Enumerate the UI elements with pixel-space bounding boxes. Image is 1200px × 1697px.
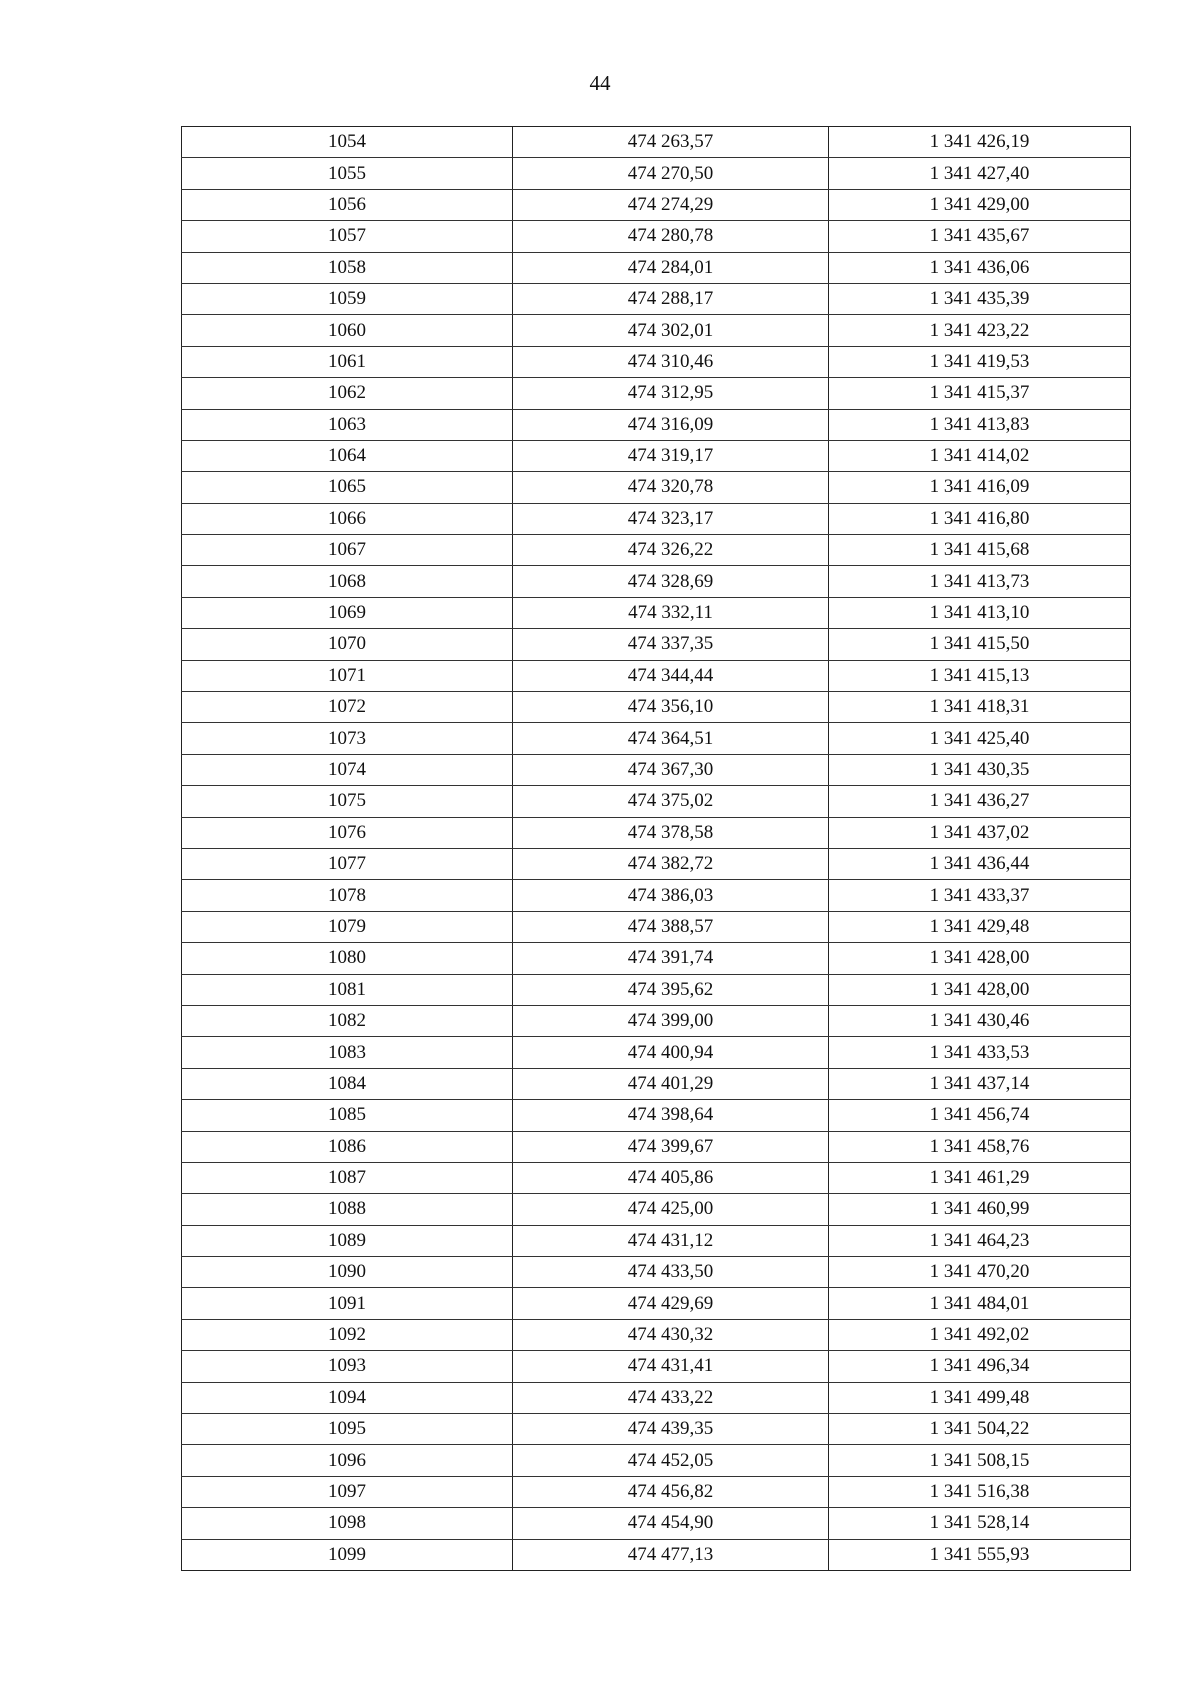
- point-number-cell: 1094: [182, 1382, 513, 1413]
- page-number: 44: [589, 71, 611, 95]
- point-number-cell: 1090: [182, 1257, 513, 1288]
- y-coordinate-cell: 1 341 425,40: [829, 723, 1131, 754]
- table-row: [182, 974, 1131, 1005]
- x-coordinate-cell: 474 263,57: [513, 127, 829, 158]
- x-coordinate-cell: 474 274,29: [513, 189, 829, 220]
- y-coordinate-cell: 1 341 416,09: [829, 472, 1131, 503]
- x-coordinate-cell: 474 375,02: [513, 786, 829, 817]
- point-number-cell: 1092: [182, 1319, 513, 1350]
- point-number-cell: 1081: [182, 974, 513, 1005]
- point-number-cell: 1073: [182, 723, 513, 754]
- y-coordinate-cell: 1 341 430,46: [829, 1005, 1131, 1036]
- y-coordinate-cell: 1 341 427,40: [829, 158, 1131, 189]
- y-coordinate-cell: 1 341 415,13: [829, 660, 1131, 691]
- y-coordinate-cell: 1 341 416,80: [829, 503, 1131, 534]
- table-row: [182, 127, 1131, 158]
- y-coordinate-cell: 1 341 413,10: [829, 597, 1131, 628]
- y-coordinate-cell: 1 341 464,23: [829, 1225, 1131, 1256]
- point-number-cell: 1099: [182, 1539, 513, 1570]
- table-row: [182, 880, 1131, 911]
- x-coordinate-cell: 474 323,17: [513, 503, 829, 534]
- table-row: [182, 1100, 1131, 1131]
- point-number-cell: 1064: [182, 440, 513, 471]
- point-number-cell: 1065: [182, 472, 513, 503]
- point-number-cell: 1075: [182, 786, 513, 817]
- table-row: [182, 911, 1131, 942]
- table-row: [182, 1288, 1131, 1319]
- table-row: [182, 723, 1131, 754]
- point-number-cell: 1093: [182, 1351, 513, 1382]
- y-coordinate-cell: 1 341 496,34: [829, 1351, 1131, 1382]
- x-coordinate-cell: 474 316,09: [513, 409, 829, 440]
- table-row: [182, 1225, 1131, 1256]
- x-coordinate-cell: 474 378,58: [513, 817, 829, 848]
- table-row: [182, 1068, 1131, 1099]
- x-coordinate-cell: 474 388,57: [513, 911, 829, 942]
- y-coordinate-cell: 1 341 555,93: [829, 1539, 1131, 1570]
- table-row: [182, 1005, 1131, 1036]
- y-coordinate-cell: 1 341 414,02: [829, 440, 1131, 471]
- point-number-cell: 1059: [182, 283, 513, 314]
- point-number-cell: 1067: [182, 535, 513, 566]
- point-number-cell: 1098: [182, 1508, 513, 1539]
- x-coordinate-cell: 474 284,01: [513, 252, 829, 283]
- y-coordinate-cell: 1 341 504,22: [829, 1414, 1131, 1445]
- point-number-cell: 1054: [182, 127, 513, 158]
- x-coordinate-cell: 474 288,17: [513, 283, 829, 314]
- x-coordinate-cell: 474 431,12: [513, 1225, 829, 1256]
- coordinates-table: [181, 126, 1131, 1571]
- table-row: [182, 1319, 1131, 1350]
- table-row: [182, 1131, 1131, 1162]
- point-number-cell: 1071: [182, 660, 513, 691]
- point-number-cell: 1066: [182, 503, 513, 534]
- x-coordinate-cell: 474 401,29: [513, 1068, 829, 1099]
- table-row: [182, 1037, 1131, 1068]
- table-row: [182, 1351, 1131, 1382]
- x-coordinate-cell: 474 280,78: [513, 221, 829, 252]
- table-row: [182, 378, 1131, 409]
- point-number-cell: 1076: [182, 817, 513, 848]
- x-coordinate-cell: 474 433,50: [513, 1257, 829, 1288]
- table-row: [182, 1539, 1131, 1570]
- point-number-cell: 1070: [182, 629, 513, 660]
- table-row: [182, 252, 1131, 283]
- y-coordinate-cell: 1 341 423,22: [829, 315, 1131, 346]
- point-number-cell: 1056: [182, 189, 513, 220]
- y-coordinate-cell: 1 341 436,44: [829, 848, 1131, 879]
- y-coordinate-cell: 1 341 429,48: [829, 911, 1131, 942]
- table-row: [182, 848, 1131, 879]
- point-number-cell: 1087: [182, 1162, 513, 1193]
- point-number-cell: 1084: [182, 1068, 513, 1099]
- y-coordinate-cell: 1 341 419,53: [829, 346, 1131, 377]
- point-number-cell: 1055: [182, 158, 513, 189]
- y-coordinate-cell: 1 341 428,00: [829, 974, 1131, 1005]
- y-coordinate-cell: 1 341 456,74: [829, 1100, 1131, 1131]
- point-number-cell: 1085: [182, 1100, 513, 1131]
- table-row: [182, 158, 1131, 189]
- x-coordinate-cell: 474 399,67: [513, 1131, 829, 1162]
- y-coordinate-cell: 1 341 435,39: [829, 283, 1131, 314]
- table-row: [182, 660, 1131, 691]
- point-number-cell: 1058: [182, 252, 513, 283]
- point-number-cell: 1062: [182, 378, 513, 409]
- x-coordinate-cell: 474 425,00: [513, 1194, 829, 1225]
- x-coordinate-cell: 474 312,95: [513, 378, 829, 409]
- x-coordinate-cell: 474 399,00: [513, 1005, 829, 1036]
- table-row: [182, 472, 1131, 503]
- table-row: [182, 1194, 1131, 1225]
- table-row: [182, 283, 1131, 314]
- y-coordinate-cell: 1 341 461,29: [829, 1162, 1131, 1193]
- x-coordinate-cell: 474 310,46: [513, 346, 829, 377]
- y-coordinate-cell: 1 341 437,14: [829, 1068, 1131, 1099]
- x-coordinate-cell: 474 433,22: [513, 1382, 829, 1413]
- table-row: [182, 346, 1131, 377]
- point-number-cell: 1072: [182, 692, 513, 723]
- table-row: [182, 692, 1131, 723]
- x-coordinate-cell: 474 452,05: [513, 1445, 829, 1476]
- x-coordinate-cell: 474 405,86: [513, 1162, 829, 1193]
- point-number-cell: 1088: [182, 1194, 513, 1225]
- x-coordinate-cell: 474 400,94: [513, 1037, 829, 1068]
- x-coordinate-cell: 474 398,64: [513, 1100, 829, 1131]
- point-number-cell: 1063: [182, 409, 513, 440]
- y-coordinate-cell: 1 341 508,15: [829, 1445, 1131, 1476]
- y-coordinate-cell: 1 341 436,06: [829, 252, 1131, 283]
- x-coordinate-cell: 474 431,41: [513, 1351, 829, 1382]
- x-coordinate-cell: 474 456,82: [513, 1476, 829, 1507]
- x-coordinate-cell: 474 320,78: [513, 472, 829, 503]
- x-coordinate-cell: 474 395,62: [513, 974, 829, 1005]
- point-number-cell: 1080: [182, 943, 513, 974]
- point-number-cell: 1057: [182, 221, 513, 252]
- x-coordinate-cell: 474 367,30: [513, 754, 829, 785]
- table-row: [182, 566, 1131, 597]
- x-coordinate-cell: 474 326,22: [513, 535, 829, 566]
- y-coordinate-cell: 1 341 428,00: [829, 943, 1131, 974]
- table-row: [182, 1476, 1131, 1507]
- table-row: [182, 535, 1131, 566]
- x-coordinate-cell: 474 270,50: [513, 158, 829, 189]
- point-number-cell: 1078: [182, 880, 513, 911]
- y-coordinate-cell: 1 341 415,50: [829, 629, 1131, 660]
- x-coordinate-cell: 474 302,01: [513, 315, 829, 346]
- point-number-cell: 1097: [182, 1476, 513, 1507]
- x-coordinate-cell: 474 332,11: [513, 597, 829, 628]
- y-coordinate-cell: 1 341 516,38: [829, 1476, 1131, 1507]
- y-coordinate-cell: 1 341 437,02: [829, 817, 1131, 848]
- point-number-cell: 1086: [182, 1131, 513, 1162]
- x-coordinate-cell: 474 344,44: [513, 660, 829, 691]
- y-coordinate-cell: 1 341 429,00: [829, 189, 1131, 220]
- y-coordinate-cell: 1 341 458,76: [829, 1131, 1131, 1162]
- table-row: [182, 315, 1131, 346]
- point-number-cell: 1079: [182, 911, 513, 942]
- table-row: [182, 503, 1131, 534]
- point-number-cell: 1082: [182, 1005, 513, 1036]
- table-row: [182, 754, 1131, 785]
- table-row: [182, 1162, 1131, 1193]
- table-row: [182, 943, 1131, 974]
- point-number-cell: 1096: [182, 1445, 513, 1476]
- y-coordinate-cell: 1 341 492,02: [829, 1319, 1131, 1350]
- table-row: [182, 1508, 1131, 1539]
- point-number-cell: 1069: [182, 597, 513, 628]
- y-coordinate-cell: 1 341 415,68: [829, 535, 1131, 566]
- table-row: [182, 1257, 1131, 1288]
- x-coordinate-cell: 474 477,13: [513, 1539, 829, 1570]
- y-coordinate-cell: 1 341 528,14: [829, 1508, 1131, 1539]
- y-coordinate-cell: 1 341 413,73: [829, 566, 1131, 597]
- table-row: [182, 189, 1131, 220]
- y-coordinate-cell: 1 341 470,20: [829, 1257, 1131, 1288]
- y-coordinate-cell: 1 341 433,37: [829, 880, 1131, 911]
- y-coordinate-cell: 1 341 415,37: [829, 378, 1131, 409]
- x-coordinate-cell: 474 364,51: [513, 723, 829, 754]
- table-row: [182, 597, 1131, 628]
- point-number-cell: 1089: [182, 1225, 513, 1256]
- x-coordinate-cell: 474 429,69: [513, 1288, 829, 1319]
- y-coordinate-cell: 1 341 418,31: [829, 692, 1131, 723]
- table-row: [182, 817, 1131, 848]
- y-coordinate-cell: 1 341 435,67: [829, 221, 1131, 252]
- x-coordinate-cell: 474 319,17: [513, 440, 829, 471]
- point-number-cell: 1060: [182, 315, 513, 346]
- table-row: [182, 409, 1131, 440]
- x-coordinate-cell: 474 328,69: [513, 566, 829, 597]
- x-coordinate-cell: 474 454,90: [513, 1508, 829, 1539]
- table-row: [182, 1382, 1131, 1413]
- y-coordinate-cell: 1 341 484,01: [829, 1288, 1131, 1319]
- coordinates-table-body: [182, 127, 1131, 1571]
- y-coordinate-cell: 1 341 426,19: [829, 127, 1131, 158]
- point-number-cell: 1091: [182, 1288, 513, 1319]
- point-number-cell: 1095: [182, 1414, 513, 1445]
- y-coordinate-cell: 1 341 436,27: [829, 786, 1131, 817]
- table-row: [182, 221, 1131, 252]
- y-coordinate-cell: 1 341 499,48: [829, 1382, 1131, 1413]
- y-coordinate-cell: 1 341 433,53: [829, 1037, 1131, 1068]
- y-coordinate-cell: 1 341 413,83: [829, 409, 1131, 440]
- point-number-cell: 1077: [182, 848, 513, 879]
- table-row: [182, 629, 1131, 660]
- x-coordinate-cell: 474 430,32: [513, 1319, 829, 1350]
- y-coordinate-cell: 1 341 430,35: [829, 754, 1131, 785]
- point-number-cell: 1061: [182, 346, 513, 377]
- x-coordinate-cell: 474 337,35: [513, 629, 829, 660]
- table-row: [182, 440, 1131, 471]
- table-row: [182, 1445, 1131, 1476]
- x-coordinate-cell: 474 391,74: [513, 943, 829, 974]
- table-row: [182, 1414, 1131, 1445]
- x-coordinate-cell: 474 386,03: [513, 880, 829, 911]
- point-number-cell: 1083: [182, 1037, 513, 1068]
- x-coordinate-cell: 474 356,10: [513, 692, 829, 723]
- x-coordinate-cell: 474 382,72: [513, 848, 829, 879]
- x-coordinate-cell: 474 439,35: [513, 1414, 829, 1445]
- point-number-cell: 1074: [182, 754, 513, 785]
- y-coordinate-cell: 1 341 460,99: [829, 1194, 1131, 1225]
- point-number-cell: 1068: [182, 566, 513, 597]
- table-row: [182, 786, 1131, 817]
